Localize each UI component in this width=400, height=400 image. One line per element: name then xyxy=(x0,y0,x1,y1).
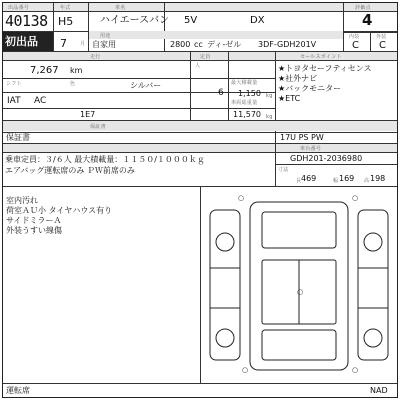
remark-line: 外装うすい線傷 xyxy=(6,226,62,235)
height: 198 xyxy=(370,174,386,183)
wheel-rear-left-icon xyxy=(216,329,234,347)
era-label: 年式 xyxy=(60,5,71,11)
name-label: 車名 xyxy=(115,5,126,11)
mileage-unit: km xyxy=(70,66,83,75)
capacity-unit-label: 人 xyxy=(195,63,201,69)
lot-number: 40138 xyxy=(5,12,48,30)
width-label: 幅 xyxy=(333,178,339,184)
remark-line: サイドミラーＡ xyxy=(6,216,62,225)
cert-label: 保証書 xyxy=(90,124,106,130)
vehicle-damage-diagram xyxy=(202,188,396,382)
height-label: 高 xyxy=(364,178,370,184)
exterior-grade: C xyxy=(379,40,386,51)
exterior-label: 外装 xyxy=(376,34,387,40)
mileage: 7,267 xyxy=(30,65,59,76)
equipment-list xyxy=(278,64,396,104)
lot-no-label: 出品番号 xyxy=(8,5,30,11)
equipment-item: ★ETC xyxy=(278,94,301,103)
color-number: 1E7 xyxy=(80,110,96,119)
model-year-era: H5 xyxy=(58,15,74,28)
width: 169 xyxy=(339,174,355,183)
color: シルバー xyxy=(130,81,162,90)
grade-prefix: 5V xyxy=(184,15,198,26)
dims-label: 寸法 xyxy=(278,167,289,173)
usage: 自家用 xyxy=(92,40,116,49)
damage-mark: ○ xyxy=(352,366,359,374)
inspector-remarks xyxy=(6,196,196,236)
equipment-item: ★バックモニター xyxy=(278,84,342,93)
damage-mark: ○ xyxy=(297,288,304,296)
damage-mark: ○ xyxy=(242,366,249,374)
capacity: 6 xyxy=(218,88,224,98)
cc-unit: cc xyxy=(194,40,203,49)
capacity-label: 定員 xyxy=(200,54,211,60)
wheel-front-left-icon xyxy=(216,233,234,251)
eval-label: 評価点 xyxy=(355,5,371,11)
remark-line: 荷室ＡＵ小 タイヤハウス有り xyxy=(6,206,113,215)
wheel-rear-right-icon xyxy=(364,329,382,347)
fuel-type: ディ-ゼル xyxy=(207,40,242,49)
shift: IAT xyxy=(7,96,21,106)
usage-label: 用途 xyxy=(100,33,111,39)
notes-line-2: エアバッグ運転席のみ ＰＷ前席のみ xyxy=(5,166,135,175)
notes-label-band xyxy=(3,144,397,152)
remark-line: 室内汚れ xyxy=(6,196,38,205)
length: 469 xyxy=(301,174,317,183)
footer-left: 運転席 xyxy=(6,386,30,395)
damage-mark: ○ xyxy=(352,194,359,202)
shift-label: シフト xyxy=(6,81,22,87)
chassis-number: GDH201-2036980 xyxy=(290,154,363,163)
equipment-item: ★社外ナビ xyxy=(278,74,318,83)
equipment-label: セールスポイント xyxy=(300,54,342,60)
wheel-front-right-icon xyxy=(364,233,382,251)
load-unit: kg xyxy=(266,93,273,99)
interior-grade: C xyxy=(352,40,359,51)
footer-right: NAD xyxy=(370,386,388,395)
color-label: 色 xyxy=(70,81,76,87)
load-label: 最大積載量 xyxy=(231,80,258,86)
car-name: ハイエースバン xyxy=(100,15,170,26)
cert-label-band xyxy=(3,121,397,131)
chassis-label: 車台番号 xyxy=(300,146,322,152)
header-label-band-2 xyxy=(89,31,343,39)
length-label: 長 xyxy=(296,178,302,184)
first-listing-text: 初出品 xyxy=(5,35,38,48)
damage-mark: ○ xyxy=(238,194,245,202)
warranty: 保証書 xyxy=(6,133,30,142)
feature-codes: 17U PS PW xyxy=(280,133,324,142)
weight-label: 車両総重量 xyxy=(231,100,258,106)
grade: DX xyxy=(250,15,265,26)
interior-label: 内装 xyxy=(349,34,360,40)
mileage-label: 走行 xyxy=(90,54,101,60)
month-label: 月 xyxy=(80,41,86,47)
equipment-item: ★トヨタセーフティセンス xyxy=(278,64,372,73)
gross-weight: 11,570 xyxy=(233,110,261,119)
notes-line-1: 乗車定員：３/６人 最大積載量：１１５０/１０００ｋｇ xyxy=(5,155,205,164)
engine-cc: 2800 xyxy=(170,40,191,49)
model-year: 7 xyxy=(60,37,67,50)
model-code: 3DF-GDH201V xyxy=(258,40,317,49)
evaluation-score: 4 xyxy=(362,11,373,29)
max-load: 1,150 xyxy=(238,89,261,98)
weight-unit: kg xyxy=(266,114,273,120)
air-conditioner: AC xyxy=(34,96,47,106)
